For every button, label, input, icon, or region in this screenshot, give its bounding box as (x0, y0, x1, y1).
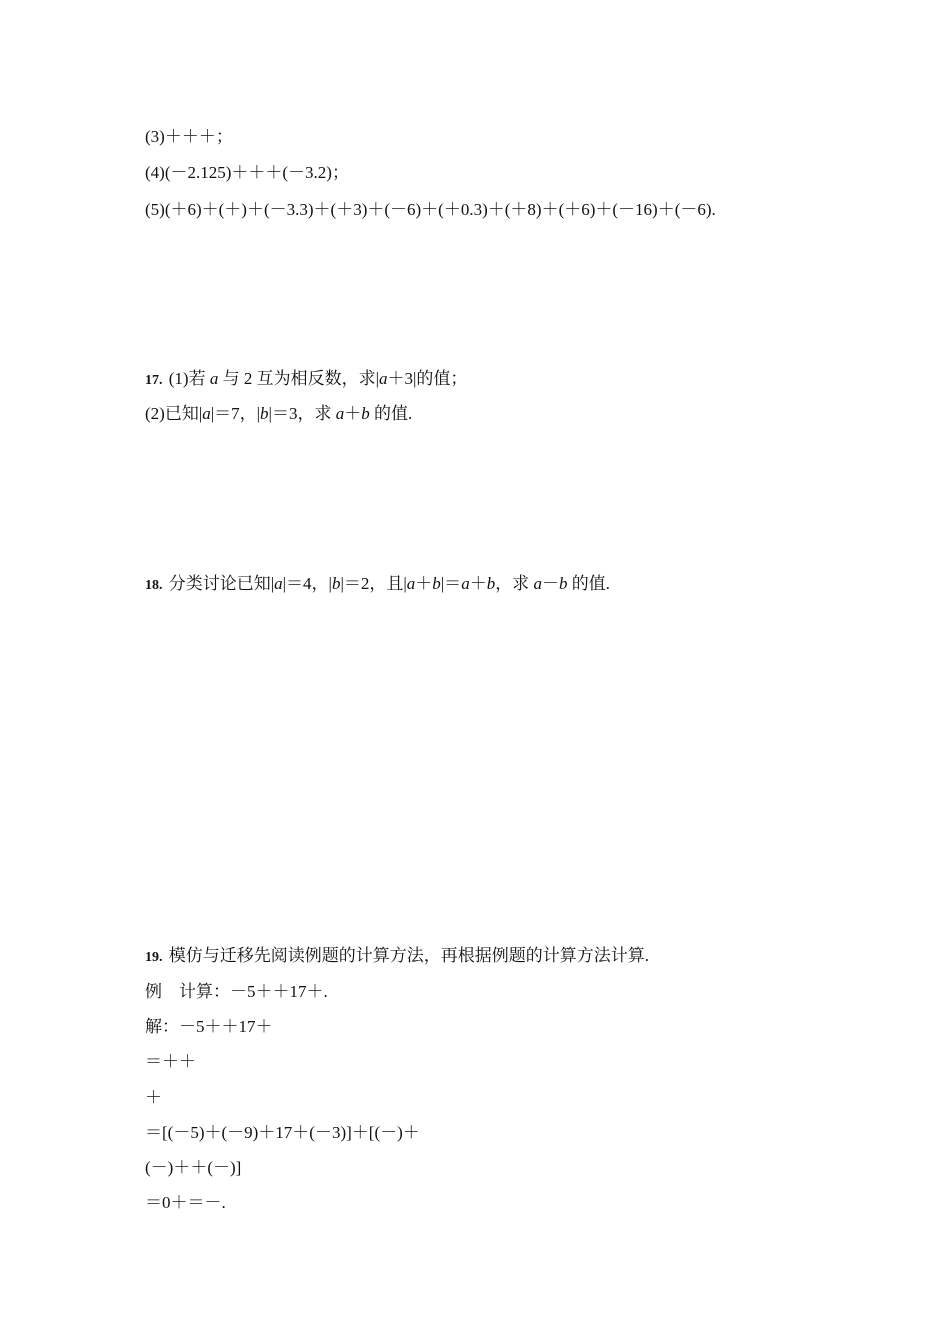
problem-19-solution: 解：－5＋＋17＋ (145, 1017, 273, 1036)
question-number: 19. (145, 950, 163, 965)
variable-b: b (558, 574, 568, 593)
variable-b: b (361, 404, 370, 423)
variable-b: b (331, 574, 341, 593)
text: (1)若 (168, 369, 206, 388)
text: |＝7，| (210, 404, 261, 423)
problem-17-part-1 (145, 368, 467, 392)
variable-a: a (406, 574, 416, 593)
problem-19-example: 例 计算：－5＋＋17＋. (145, 982, 328, 1001)
problem-17-part-2 (145, 403, 412, 425)
problem-19-step-4: (－)＋＋(－)] (145, 1158, 242, 1177)
variable-a: a (335, 404, 345, 423)
problem-19-step-5: ＝0＋＝－. (145, 1193, 226, 1212)
text: ，求 (495, 574, 530, 593)
variable-a: a (378, 369, 388, 388)
text: |＝ (440, 574, 462, 593)
problem-16-part-5: (5)(＋6)＋(＋)＋(－3.3)＋(＋3)＋(－6)＋(＋0.3)＋(＋8)＋(＋6)＋(－16)＋(－6). (145, 200, 716, 219)
problem-16-part-4: (4)(－2.125)＋＋＋(－3.2)； (145, 163, 349, 182)
problem-18 (145, 573, 610, 597)
text: |＝2，且| (340, 574, 407, 593)
question-number: 17. (145, 373, 163, 388)
text: 的值. (373, 404, 413, 423)
text: － (541, 574, 559, 593)
problem-19-step-2: ＋ (145, 1088, 162, 1107)
question-number: 18. (145, 578, 163, 593)
variable-a: a (202, 404, 211, 423)
text: ＋3|的值； (387, 369, 468, 388)
variable-a: a (209, 369, 219, 388)
variable-b: b (260, 404, 269, 423)
problem-19-step-3: ＝[(－5)＋(－9)＋17＋(－3)]＋[(－)＋ (145, 1123, 420, 1142)
text: 模仿与迁移先阅读例题的计算方法，再根据例题的计算方法计算. (168, 946, 649, 965)
variable-b: b (486, 574, 496, 593)
text: |＝4，| (282, 574, 332, 593)
variable-b: b (432, 574, 441, 593)
text: ＋ (469, 574, 487, 593)
problem-19-step-1: ＝＋＋ (145, 1052, 196, 1071)
problem-16-part-3: (3)＋＋＋； (145, 127, 233, 146)
text: 的值. (571, 574, 610, 593)
variable-a: a (274, 574, 283, 593)
text: |＝3，求 (268, 404, 332, 423)
variable-a: a (461, 574, 470, 593)
variable-a: a (533, 574, 542, 593)
text: ＋ (344, 404, 362, 423)
text: 分类讨论已知| (168, 574, 275, 593)
problem-19-intro (145, 945, 649, 969)
text: (2)已知| (145, 404, 203, 423)
text: ＋ (415, 574, 433, 593)
text: 与 2 互为相反数，求| (222, 369, 379, 388)
